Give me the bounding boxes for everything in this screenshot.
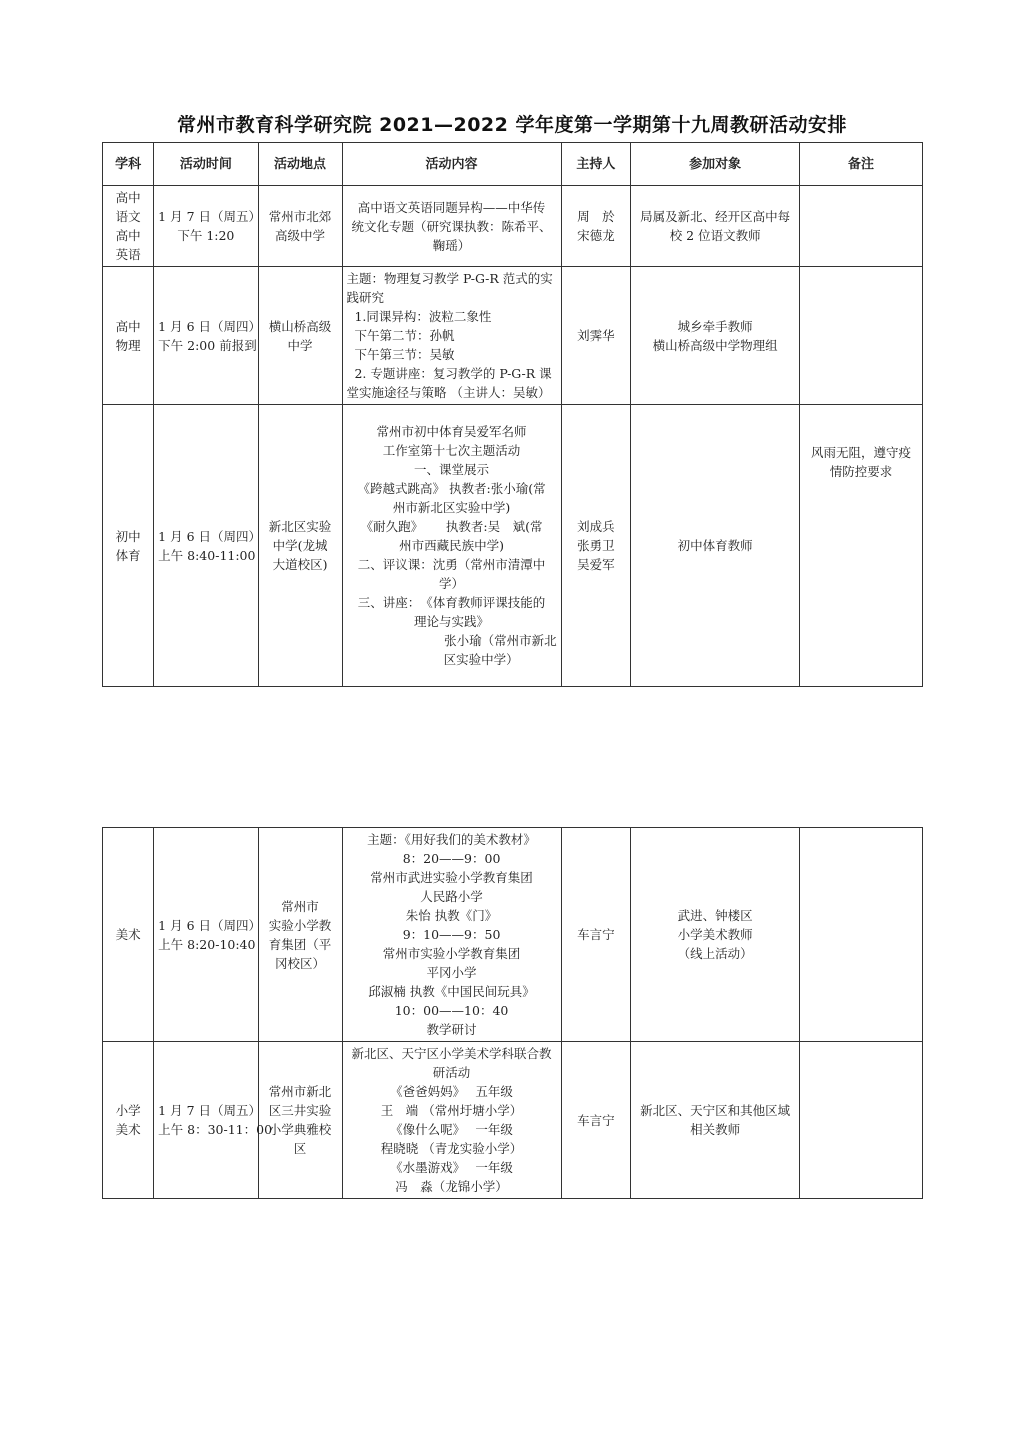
table-row bbox=[103, 267, 923, 405]
cell-host: 刘成兵 张勇卫 吴爱军 bbox=[561, 405, 631, 687]
header-subject: 学科 bbox=[103, 143, 154, 186]
header-place: 活动地点 bbox=[258, 143, 342, 186]
cell-subject: 初中 体育 bbox=[103, 405, 154, 687]
table-row bbox=[103, 186, 923, 267]
header-note: 备注 bbox=[800, 143, 923, 186]
cell-participants: 武进、钟楼区 小学美术教师 （线上活动） bbox=[631, 828, 800, 1042]
cell-note bbox=[800, 186, 923, 267]
cell-subject: 美术 bbox=[103, 828, 154, 1042]
table-row bbox=[103, 405, 923, 687]
cell-content: 主题：物理复习教学 P-G-R 范式的实 践研究 1.同课异构：波粒二象性 下午第二节：孙帆 下午第三节：吴敏 2. 专题讲座：复习教学的 P-G-R 课 堂实施途径与策略 （主讲人：吴敏） bbox=[342, 267, 561, 405]
schedule-table-continued bbox=[102, 827, 923, 1199]
cell-time: 1 月 6 日（周四） 上午 8:40-11:00 bbox=[154, 405, 258, 687]
page-title: 常州市教育科学研究院 2021—2022 学年度第一学期第十九周教研活动安排 bbox=[177, 114, 847, 136]
schedule-table bbox=[102, 142, 923, 687]
cell-time: 1 月 7 日（周五） 上午 8：30-11：00 bbox=[154, 1042, 258, 1199]
cell-participants: 局属及新北、经开区高中每 校 2 位语文教师 bbox=[631, 186, 800, 267]
header-participants: 参加对象 bbox=[631, 143, 800, 186]
cell-place: 常州市 实验小学教 育集团（平 冈校区） bbox=[258, 828, 342, 1042]
cell-time: 1 月 7 日（周五） 下午 1:20 bbox=[154, 186, 258, 267]
cell-subject: 小学 美术 bbox=[103, 1042, 154, 1199]
cell-note bbox=[800, 267, 923, 405]
cell-place: 常州市新北 区三井实验 小学典雅校 区 bbox=[258, 1042, 342, 1199]
cell-content: 常州市初中体育吴爱军名师 工作室第十七次主题活动 一、课堂展示 《跨越式跳高》 执教者:张小瑜(常 州市新北区实验中学) 《耐久跑》 执教者:吴 斌(常 州市西藏民族中学) 二、评议课：沈勇（常州市清潭中 学） 三、讲座： 《体育教师评课技能的 理论与实践》 张小瑜（常州市新北 区实验中学） bbox=[342, 405, 561, 687]
cell-content: 新北区、天宁区小学美术学科联合教 研活动 《爸爸妈妈》 五年级 王 端 （常州圩塘小学） 《像什么呢》 一年级 程晓晓 （青龙实验小学） 《水墨游戏》 一年级 冯 淼（龙锦小学） bbox=[342, 1042, 561, 1199]
table-row bbox=[103, 1042, 923, 1199]
cell-host: 刘霁华 bbox=[561, 267, 631, 405]
header-host: 主持人 bbox=[561, 143, 631, 186]
cell-note: 风雨无阻，遵守疫 情防控要求 bbox=[800, 405, 923, 687]
cell-host: 周 於 宋德龙 bbox=[561, 186, 631, 267]
table-row bbox=[103, 828, 923, 1042]
cell-content: 高中语文英语同题异构——中华传 统文化专题（研究课执教：陈希平、 鞠瑶） bbox=[342, 186, 561, 267]
cell-content: 主题：《用好我们的美术教材》 8：20——9：00 常州市武进实验小学教育集团 人民路小学 朱怡 执教《门》 9：10——9：50 常州市实验小学教育集团 平冈小学 邱淑楠 执教《中国民间玩具》 10：00——10：40 教学研讨 bbox=[342, 828, 561, 1042]
cell-note bbox=[800, 828, 923, 1042]
header-content: 活动内容 bbox=[342, 143, 561, 186]
table-header-row bbox=[103, 143, 923, 186]
cell-participants: 新北区、天宁区和其他区域 相关教师 bbox=[631, 1042, 800, 1199]
cell-participants: 初中体育教师 bbox=[631, 405, 800, 687]
cell-place: 常州市北郊 高级中学 bbox=[258, 186, 342, 267]
cell-time: 1 月 6 日（周四） 上午 8:20-10:40 bbox=[154, 828, 258, 1042]
cell-time: 1 月 6 日（周四） 下午 2:00 前报到 bbox=[154, 267, 258, 405]
cell-participants: 城乡牵手教师 横山桥高级中学物理组 bbox=[631, 267, 800, 405]
cell-place: 横山桥高级 中学 bbox=[258, 267, 342, 405]
cell-subject: 高中 语文 高中 英语 bbox=[103, 186, 154, 267]
cell-subject: 高中 物理 bbox=[103, 267, 154, 405]
cell-host: 车言宁 bbox=[561, 1042, 631, 1199]
header-time: 活动时间 bbox=[154, 143, 258, 186]
cell-note bbox=[800, 1042, 923, 1199]
cell-place: 新北区实验 中学(龙城 大道校区) bbox=[258, 405, 342, 687]
cell-host: 车言宁 bbox=[561, 828, 631, 1042]
